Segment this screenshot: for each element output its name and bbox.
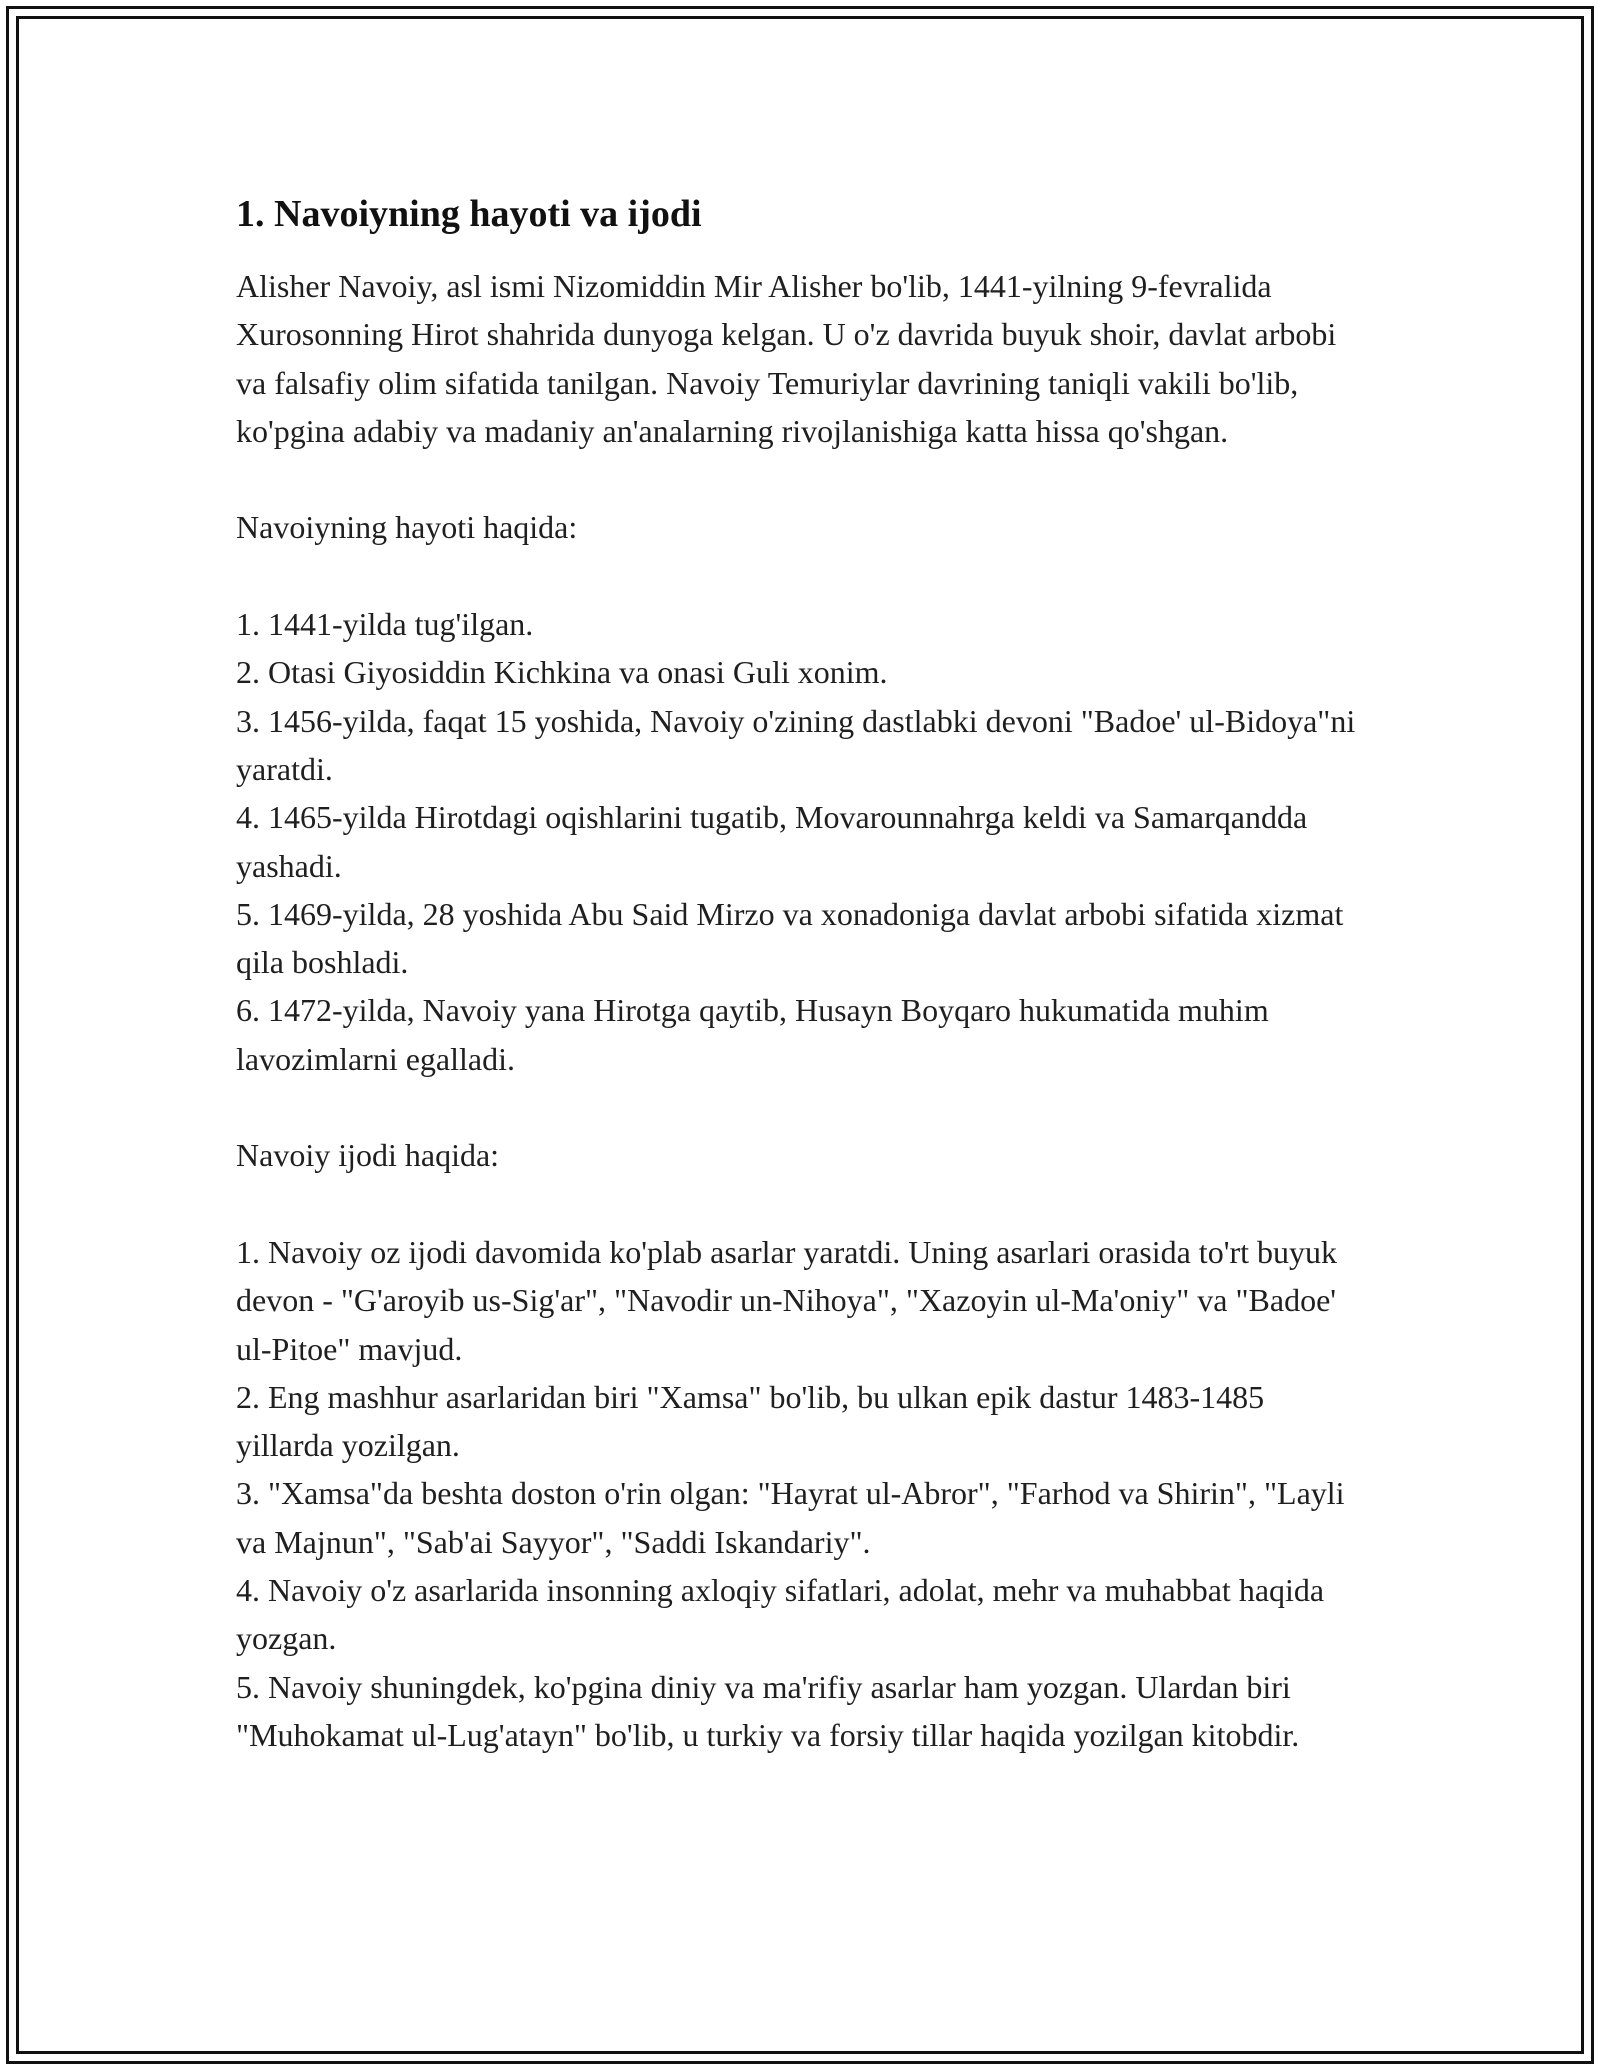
life-list	[236, 600, 1366, 1083]
works-list	[236, 1228, 1366, 1759]
spacer	[236, 1180, 1366, 1228]
list-item: 4. 1465-yilda Hirotdagi oqishlarini tugatib, Movarounnahrga keldi va Samarqandda yashadi.	[236, 799, 1308, 884]
list-item: 3. "Xamsa"da beshta doston o'rin olgan: "Hayrat ul-Abror", "Farhod va Shirin", "Layli va Majnun", "Sab'ai Sayyor", "Saddi Iskandariy".	[236, 1475, 1345, 1560]
list-item: 3. 1456-yilda, faqat 15 yoshida, Navoiy o'zining dastlabki devoni "Badoe' ul-Bidoya"ni yaratdi.	[236, 702, 1356, 787]
list-item: 1. 1441-yilda tug'ilgan.	[236, 606, 534, 643]
spacer	[236, 552, 1366, 600]
list-item: 1. Navoiy oz ijodi davomida ko'plab asarlar yaratdi. Uning asarlari orasida to'rt buyuk devon - "G'aroyib us-Sig'ar", "Navodir un-Nihoya", "Xazoyin ul-Ma'oniy" va "Badoe' ul-Pitoe" mavjud.	[236, 1233, 1337, 1367]
list-item: 6. 1472-yilda, Navoiy yana Hirotga qaytib, Husayn Boyqaro hukumatida muhim lavozimlarni egalladi.	[236, 992, 1269, 1077]
list-item: 4. Navoiy o'z asarlarida insonning axloqiy sifatlari, adolat, mehr va muhabbat haqida yozgan.	[236, 1572, 1325, 1657]
list-item: 5. Navoiy shuningdek, ko'pgina diniy va ma'rifiy asarlar ham yozgan. Ulardan biri "Muhokamat ul-Lug'atayn" bo'lib, u turkiy va forsiy tillar haqida yozilgan kitobdir.	[236, 1668, 1300, 1753]
list-item: 2. Otasi Giyosiddin Kichkina va onasi Guli xonim.	[236, 654, 888, 691]
list-item: 2. Eng mashhur asarlaridan biri "Xamsa" bo'lib, bu ulkan epik dastur 1483-1485 yillarda yozilgan.	[236, 1378, 1265, 1464]
spacer	[236, 1083, 1366, 1131]
intro-paragraph: Alisher Navoiy, asl ismi Nizomiddin Mir Alisher bo'lib, 1441-yilning 9-fevralida Xurosonning Hirot shahrida dunyoga kelgan. U o'z davrida buyuk shoir, davlat arbobi va falsafiy olim sifatida tanilgan. Navoiy Temuriylar davrining taniqli vakili bo'lib, ko'pgina adabiy va madaniy an'analarning rivojlanishiga katta hissa qo'shgan.	[236, 268, 1337, 449]
document-body	[236, 188, 1366, 1759]
list-item: 5. 1469-yilda, 28 yoshida Abu Said Mirzo va xonadoniga davlat arbobi sifatida xizmat qila boshladi.	[236, 895, 1344, 981]
section-heading: 1. Navoiyning hayoti va ijodi	[236, 193, 702, 235]
works-section-title: Navoiy ijodi haqida:	[236, 1137, 500, 1174]
life-section-title: Navoiyning hayoti haqida:	[236, 509, 578, 546]
spacer	[236, 455, 1366, 503]
